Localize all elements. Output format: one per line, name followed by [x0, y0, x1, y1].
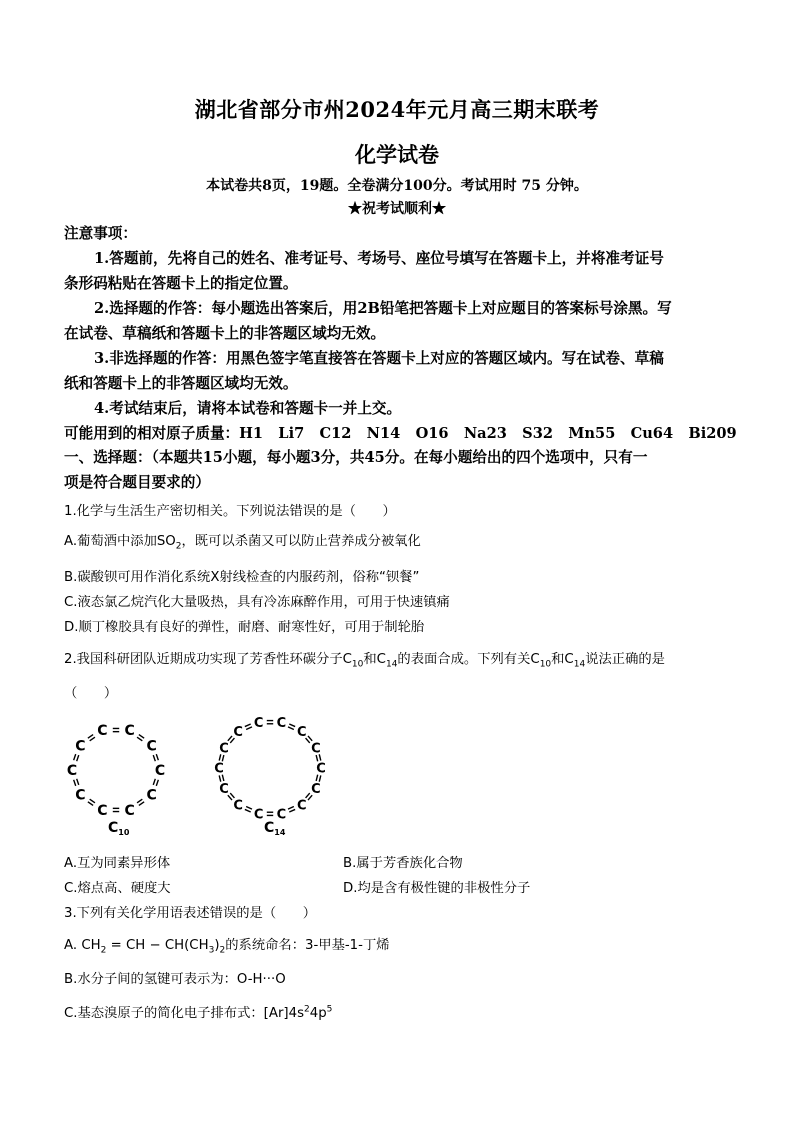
c10-ring-bond [90, 737, 95, 741]
q3-stem: 3.下列有关化学用语表述错误的是（ ） [64, 906, 317, 921]
note-3a: 3.非选择题的作答：用黑色签字笔直接答在答题卡上对应的答题区域内。写在试卷、草稿 [94, 350, 664, 367]
note-4: 4.考试结束后，请将本试卷和答题卡一并上交。 [94, 400, 402, 417]
c10-ring-bond [156, 754, 158, 760]
c14-ring-bond [245, 724, 251, 727]
c10-ring-structure [67, 723, 165, 819]
notes-heading: 注意事项： [64, 225, 137, 242]
q3-option-a: A. $CH_2$ = CH − $CH(CH_3)_2$的系统命名：3-甲基-1-丁烯 [64, 938, 390, 956]
note-2b: 在试卷、草稿纸和答题卡上的非答题区域均无效。 [64, 325, 386, 342]
c10-ring-bond [139, 735, 144, 739]
c10-ring-bond [90, 799, 95, 803]
c10-ring-bond [88, 802, 93, 806]
c10-ring-atom: C [154, 763, 166, 780]
c14-ring-bond [228, 736, 232, 741]
c10-ring-bond [153, 779, 155, 785]
exam-title: 湖北省部分市州2024年元月高三期末联考 [194, 97, 600, 122]
q3-option-c: C.基态溴原子的简化电子排布式：$[Ar]4s^24p^5$ [64, 1004, 333, 1021]
section-1-heading: 一、选择题：（本题共15小题，每小题3分，共45分。在每小题给出的四个选项中，只有一 [64, 449, 648, 466]
section-1-heading-cont: 项是符合题目要求的） [64, 474, 210, 491]
c14-ring-atom: C [233, 798, 243, 814]
c14-ring-atom: C [311, 782, 321, 798]
q2-option-c: C.熔点高、硬度大 [64, 881, 171, 896]
c14-ring-atom: C [316, 761, 326, 777]
good-luck-line: ★祝考试顺利★ [348, 201, 446, 217]
q1-option-a: A.葡萄酒中添加$SO_2$，既可以杀菌又可以防止营养成分被氧化 [64, 534, 421, 552]
c10-ring-bond [88, 735, 93, 739]
exam-info: 本试卷共8页，19题。全卷满分100分。考试用时 75 分钟。 [206, 178, 588, 194]
c14-ring-atom: C [276, 715, 287, 731]
c14-ring-atom: C [311, 741, 321, 757]
c14-ring-bond [288, 727, 294, 730]
q1-option-d: D.顺丁橡胶具有良好的弹性，耐磨、耐寒性好，可用于制轮胎 [64, 620, 425, 635]
q2-answer-paren: （ ） [64, 686, 118, 701]
c14-ring-atom: C [276, 807, 287, 823]
note-1a: 1.答题前，先将自己的姓名、准考证号、考场号、座位号填写在答题卡上，并将准考证号 [94, 250, 664, 267]
atomic-masses: 可能用到的相对原子质量：H1 Li7 C12 N14 O16 Na23 S32 Mn55 Cu64 Bi209 [64, 425, 737, 442]
q1-option-c: C.液态氯乙烷汽化大量吸热，具有冷冻麻醉作用，可用于快速镇痛 [64, 595, 450, 610]
c14-ring-atom: C [253, 715, 264, 731]
c14-ring-structure [214, 716, 326, 823]
note-1b: 条形码粘贴在答题卡上的指定位置。 [64, 275, 298, 292]
q2-stem: 2.我国科研团队近期成功实现了芳香性环碳分子$C_{10}$和$C_{14}$的表面合成。下列有关$C_{10}$和$C_{14}$说法正确的是 [64, 652, 665, 670]
c14-ring-atom: C [219, 782, 229, 798]
c14-ring-atom: C [219, 741, 229, 757]
c10-ring-atom: C [124, 723, 135, 740]
c10-ring-bond [74, 780, 76, 786]
q2-option-d: D.均是含有极性键的非极性分子 [343, 881, 531, 896]
c14-ring-bond [230, 793, 234, 798]
c14-ring-bond [289, 724, 295, 727]
c10-ring-bond [153, 755, 155, 761]
c14-ring-bond [289, 809, 295, 812]
c14-ring-atom: C [233, 724, 243, 740]
c14-ring-bond [246, 807, 252, 810]
c14-ring-atom: C [297, 798, 307, 814]
c14-ring-bond [306, 793, 310, 798]
q3-option-b: B.水分子间的氢键可表示为：O-H···O [64, 972, 286, 987]
c10-ring-atom: C [75, 738, 86, 755]
subject-title: 化学试卷 [355, 142, 439, 167]
c10-ring-atom: C [146, 787, 157, 804]
c10-ring-atom: C [124, 802, 135, 819]
c14-ring-bond [288, 807, 294, 810]
c10-ring-bond [74, 754, 76, 760]
c10-ring-atom: C [75, 787, 86, 804]
note-2a: 2.选择题的作答：每小题选出答案后，用2B铅笔把答题卡上对应题目的答案标号涂黑。写 [94, 300, 672, 317]
q1-stem: 1.化学与生活生产密切相关。下列说法错误的是（ ） [64, 504, 396, 519]
c10-ring-bond [139, 802, 144, 806]
c14-ring-bond [246, 727, 252, 730]
c10-ring-bond [137, 737, 142, 741]
c10-ring-atom: C [97, 723, 108, 740]
q2-option-a: A.互为同素异形体 [64, 856, 171, 871]
c14-ring-bond [245, 809, 251, 812]
c14-ring-atom: C [253, 807, 264, 823]
c10-ring-bond [77, 755, 79, 761]
c10-label: $C_{10}$ [108, 820, 130, 837]
c14-ring-atom: C [214, 761, 224, 777]
q2-option-b: B.属于芳香族化合物 [343, 856, 463, 871]
c10-ring-bond [77, 779, 79, 785]
c10-ring-atom: C [146, 738, 157, 755]
c14-ring-atom: C [297, 724, 307, 740]
c14-label: $C_{14}$ [264, 820, 286, 837]
c10-ring-bond [137, 799, 142, 803]
c10-ring-bond [156, 780, 158, 786]
q1-option-b: B.碳酸钡可用作消化系统X射线检查的内服药剂，俗称“钡餐” [64, 570, 420, 585]
c14-ring-bond [308, 736, 312, 741]
note-3b: 纸和答题卡上的非答题区域均无效。 [64, 375, 298, 392]
c10-ring-atom: C [66, 763, 78, 780]
c10-ring-atom: C [97, 802, 108, 819]
